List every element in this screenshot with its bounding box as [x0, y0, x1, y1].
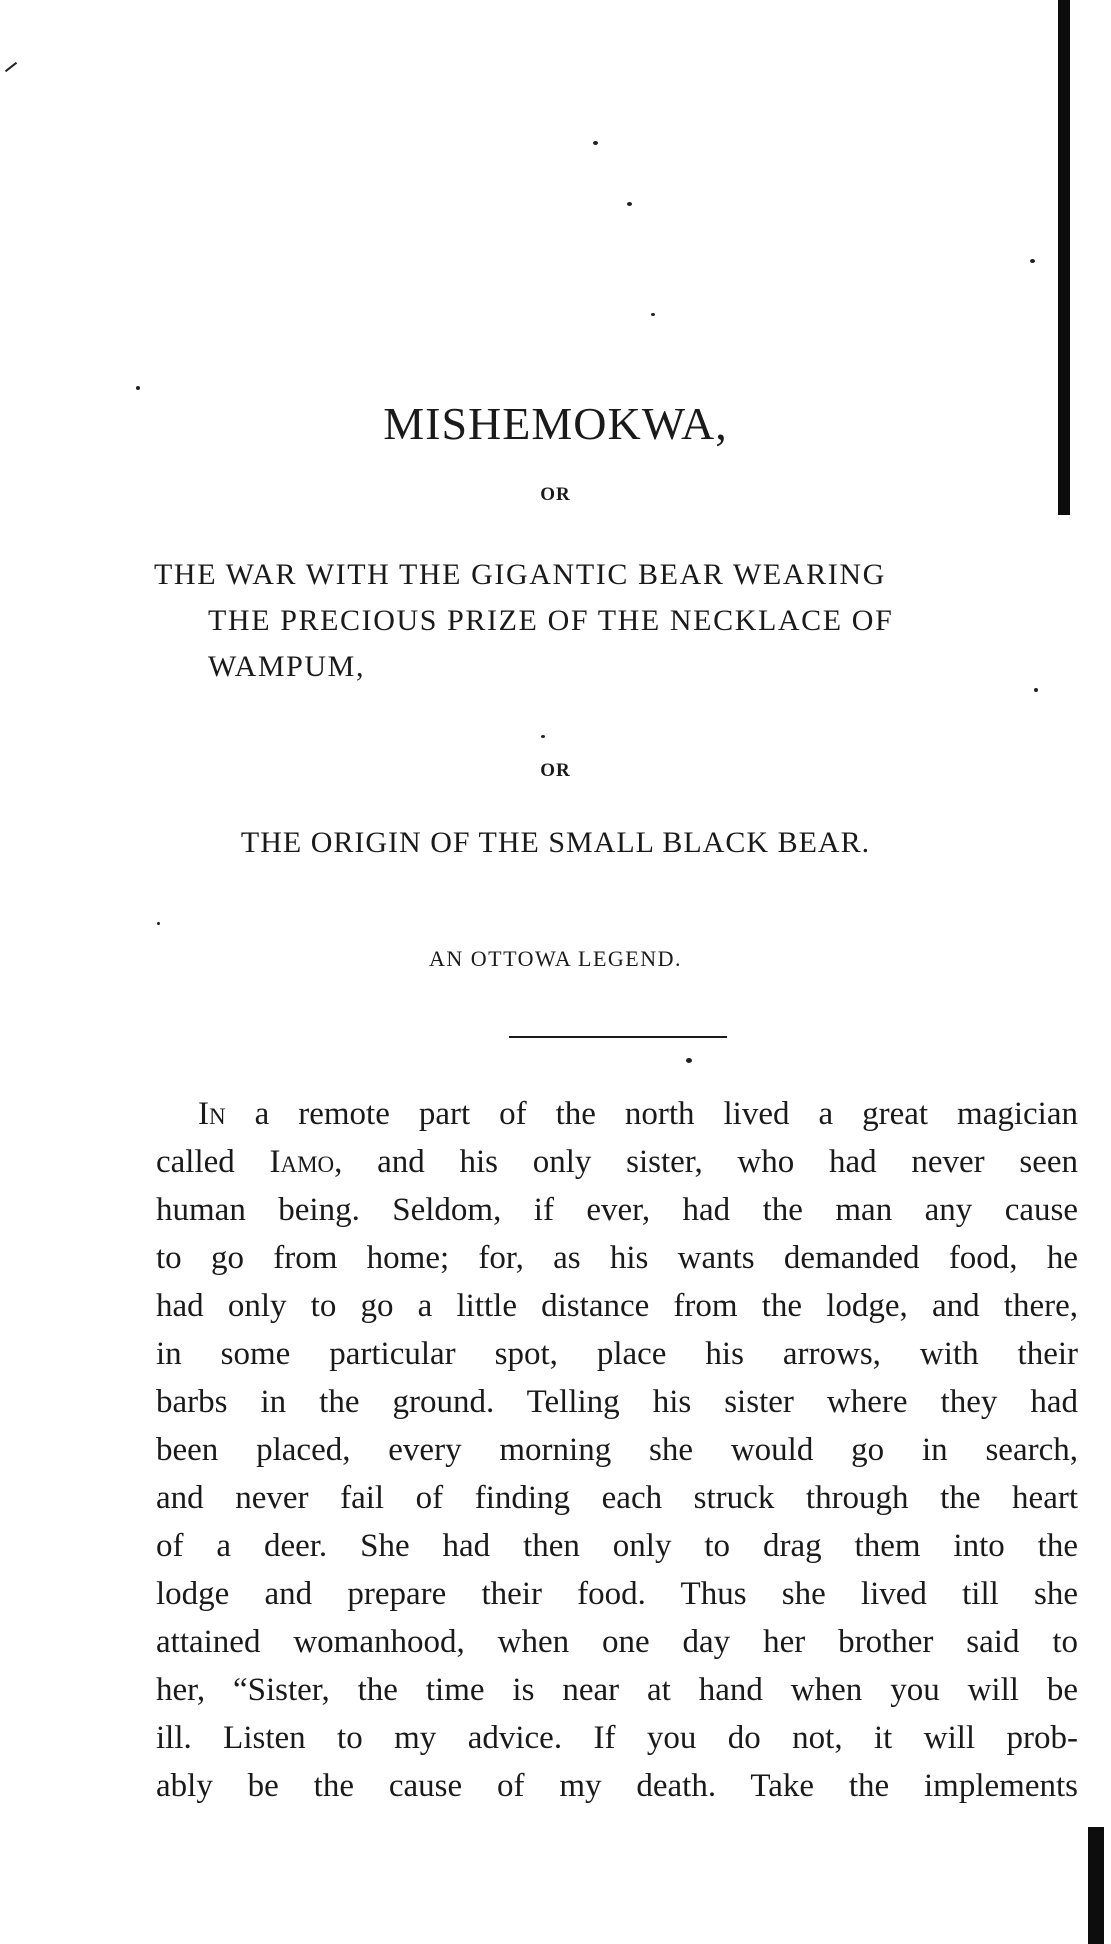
subtitle-line: THE WAR WITH THE GIGANTIC BEAR WEARING: [154, 558, 886, 591]
scan-speck: [136, 386, 140, 390]
body-line: to go from home; for, as his wants demanded food, he: [156, 1240, 1078, 1276]
body-line: her, “Sister, the time is near at hand when you will be: [156, 1672, 1078, 1708]
body-line: and never fail of finding each struck through the heart: [156, 1480, 1078, 1516]
divider-rule: [509, 1036, 727, 1038]
scan-edge-shadow-bottom: [1088, 1827, 1104, 1944]
page-title: MISHEMOKWA,: [383, 397, 728, 449]
body-line-text: , and his only sister, who had never seen: [334, 1144, 1078, 1180]
subtitle-secondary: THE ORIGIN OF THE SMALL BLACK BEAR.: [240, 826, 871, 859]
scan-speck: [651, 313, 655, 316]
body-line: [156, 1138, 1078, 1186]
body-line: ill. Listen to my advice. If you do not, it will prob-: [156, 1720, 1078, 1756]
subtitle-line: WAMPUM,: [208, 650, 366, 683]
scan-mark: [5, 62, 17, 72]
body-line: lodge and prepare their food. Thus she lived till she: [156, 1576, 1078, 1612]
body-line: of a deer. She had then only to drag them into the: [156, 1528, 1078, 1564]
body-line: had only to go a little distance from the lodge, and there,: [156, 1288, 1078, 1324]
or-separator: OR: [540, 484, 571, 505]
subtitle-line: THE PRECIOUS PRIZE OF THE NECKLACE OF: [208, 604, 894, 637]
body-line: human being. Seldom, if ever, had the man any cause: [156, 1192, 1078, 1228]
scan-speck: [1030, 259, 1035, 263]
drop-word: In: [198, 1096, 226, 1132]
body-line-text: a remote part of the north lived a great magician: [225, 1096, 1078, 1132]
body-line: been placed, every morning she would go in search,: [156, 1432, 1078, 1468]
body-line: ably be the cause of my death. Take the implements: [156, 1768, 1078, 1804]
body-line: barbs in the ground. Telling his sister where they had: [156, 1384, 1078, 1420]
subtitle-primary: [154, 552, 1074, 690]
scan-speck: [627, 202, 632, 206]
body-line: attained womanhood, when one day her brother said to: [156, 1624, 1078, 1660]
character-name: Iamo: [269, 1144, 335, 1180]
body-line-text: called: [156, 1144, 270, 1180]
scan-speck: [593, 141, 598, 145]
scan-speck: [157, 922, 160, 925]
body-line: [156, 1090, 1078, 1138]
or-separator: OR: [540, 760, 571, 781]
legend-label: AN OTTOWA LEGEND.: [428, 946, 682, 971]
body-paragraph: [156, 1090, 1078, 1810]
body-line: in some particular spot, place his arrows, with their: [156, 1336, 1078, 1372]
scan-speck: [686, 1058, 692, 1063]
scan-speck: [541, 735, 545, 738]
